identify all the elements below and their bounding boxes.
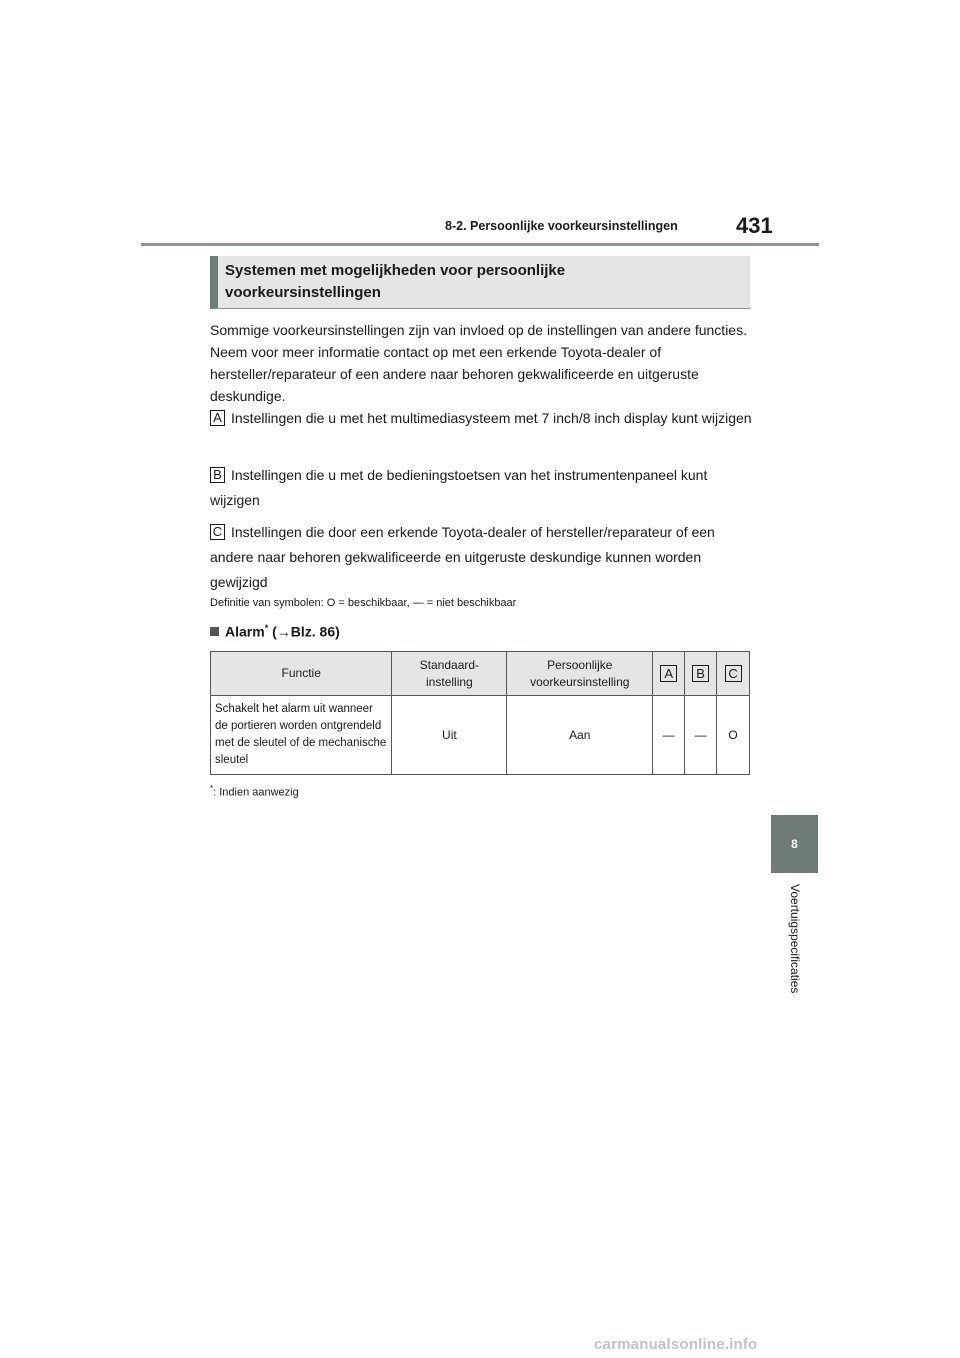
cell-c: O <box>717 696 750 775</box>
category-b <box>210 463 755 513</box>
col-header-function: Functie <box>211 652 392 696</box>
watermark: carmanualsonline.info <box>594 1336 758 1353</box>
table-row <box>211 696 750 775</box>
col-header-c <box>717 652 750 696</box>
badge-c: C <box>725 665 742 682</box>
intro-paragraph: Sommige voorkeursinstellingen zijn van invloed op de instellingen van andere functies. Neem voor meer informatie contact op met een erkende Toyota-dealer of hersteller/reparateur of een andere naar behoren gekwalificeerde en uitgeruste deskundige. <box>210 322 747 404</box>
category-a-text: Instellingen die u met het multimediasysteem met 7 inch/8 inch display kunt wijzigen <box>231 410 752 426</box>
alarm-title: Alarm <box>225 623 265 640</box>
col-header-b <box>685 652 717 696</box>
section-heading-line1: Systemen met mogelijkheden voor persoonlijke <box>225 262 566 279</box>
chapter-number: 8 <box>791 837 798 851</box>
alarm-subheading <box>210 623 340 640</box>
cell-b: — <box>685 696 717 775</box>
chapter-label-text: Voertuigspecificaties <box>788 884 802 994</box>
footnote-text: : Indien aanwezig <box>213 786 299 799</box>
symbol-definition: Definitie van symbolen: O = beschikbaar, — = niet beschikbaar <box>210 597 517 609</box>
cell-default: Uit <box>392 696 507 775</box>
cell-personal: Aan <box>507 696 653 775</box>
settings-table <box>210 651 750 775</box>
chapter-label <box>783 884 807 1014</box>
col-header-default: Standaard-instelling <box>392 652 507 696</box>
alarm-asterisk: * <box>264 623 269 633</box>
header-rule <box>141 243 819 246</box>
col-header-a <box>653 652 685 696</box>
chapter-tab[interactable] <box>771 815 818 873</box>
table-header-row <box>211 652 750 696</box>
square-bullet-icon <box>210 627 219 636</box>
badge-a: A <box>660 665 677 682</box>
section-heading-line2: voorkeursinstellingen <box>225 284 381 301</box>
badge-b: B <box>692 665 709 682</box>
col-header-personal: Persoonlijke voorkeursinstelling <box>507 652 653 696</box>
footnote-marker: * <box>210 784 214 793</box>
badge-a: A <box>210 410 225 426</box>
header-section-title: 8-2. Persoonlijke voorkeursinstellingen <box>445 219 678 233</box>
cell-function: Schakelt het alarm uit wanneer de portieren worden ontgrendeld met de sleutel of de mechanische sleutel <box>211 696 392 775</box>
page-reference-link[interactable]: (→Blz. 86) <box>272 623 340 640</box>
badge-b: B <box>210 467 225 483</box>
page-number: 431 <box>736 213 773 238</box>
cell-a: — <box>653 696 685 775</box>
category-a <box>210 406 755 431</box>
badge-c: C <box>210 524 225 540</box>
category-c <box>210 520 755 595</box>
footnote <box>210 784 299 799</box>
section-heading <box>210 256 750 309</box>
category-b-text: Instellingen die u met de bedieningstoetsen van het instrumentenpaneel kunt wijzigen <box>210 467 708 508</box>
category-c-text: Instellingen die door een erkende Toyota-dealer of hersteller/reparateur of een andere naar behoren gekwalificeerde en uitgeruste deskundige kunnen worden gewijzigd <box>210 524 715 590</box>
